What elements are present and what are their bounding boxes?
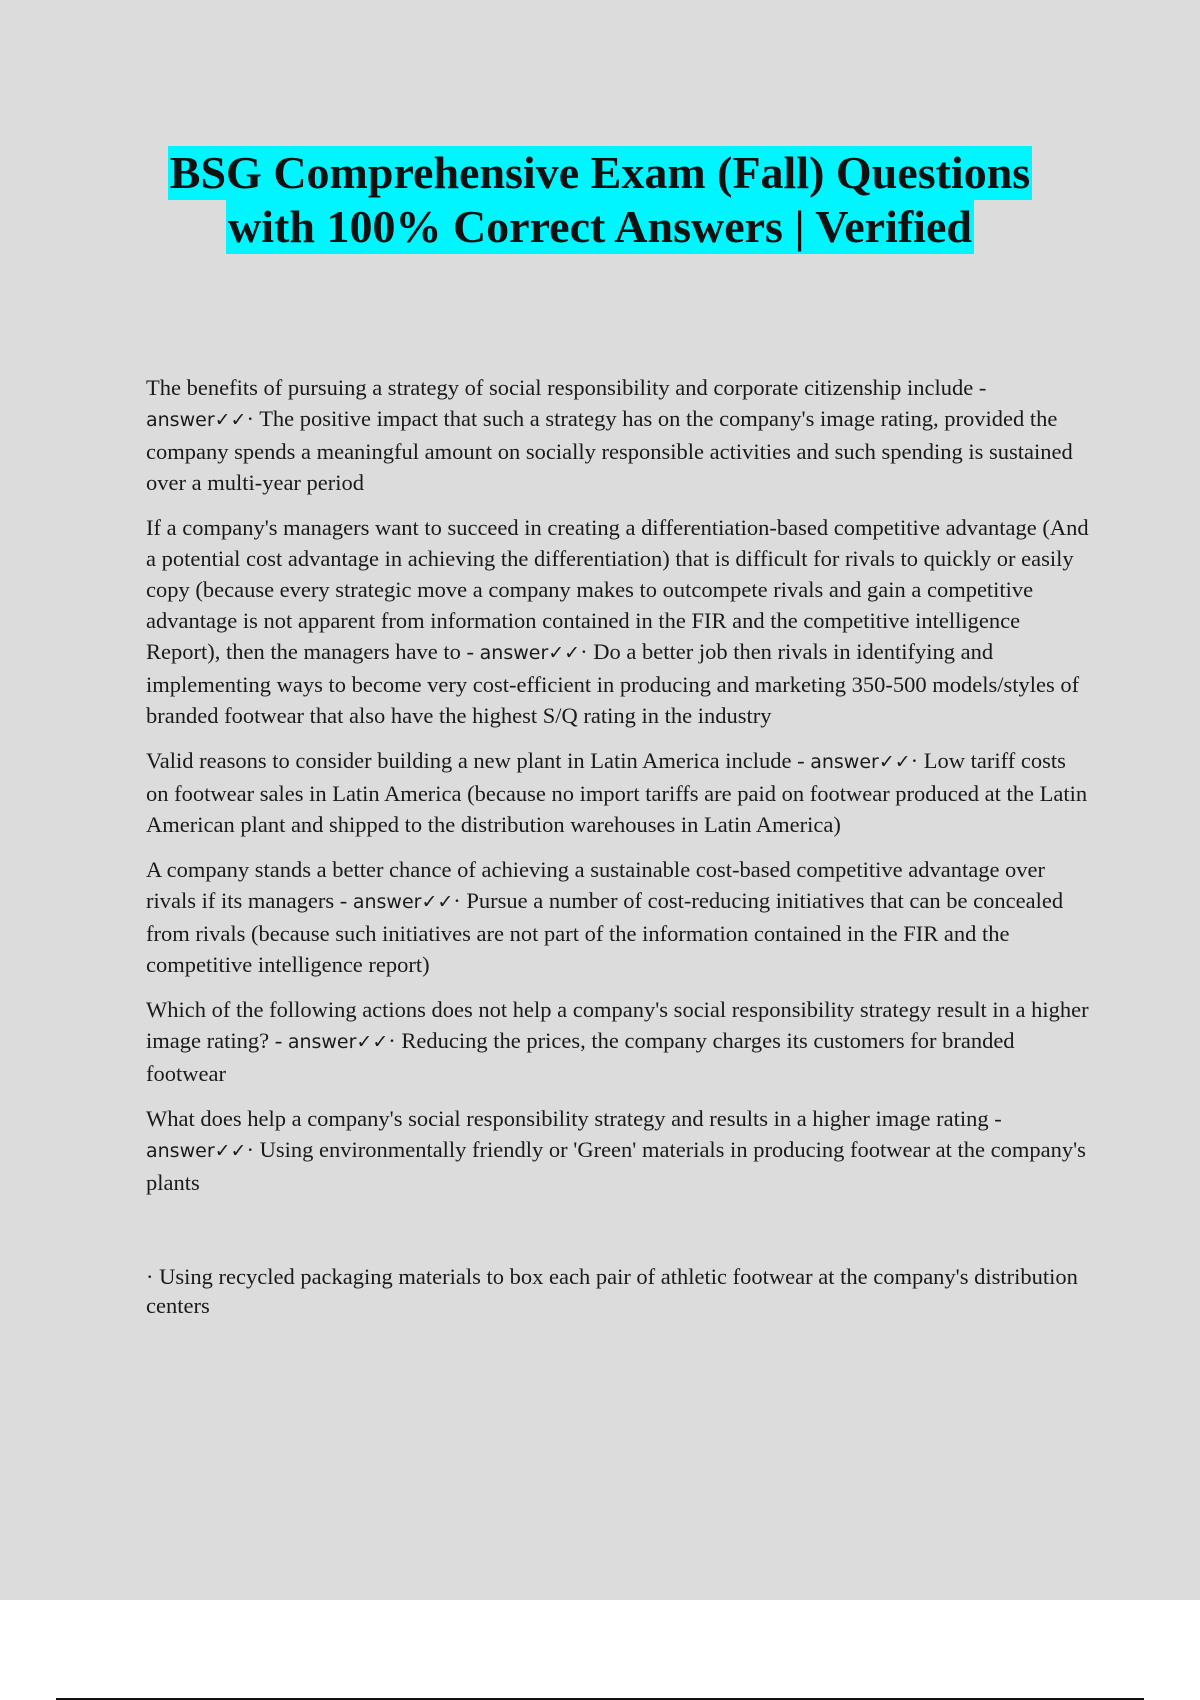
answer-text: Reducing the prices, the company charges its customers for branded footwear — [146, 1028, 1015, 1086]
qa-item: What does help a company's social responsibility strategy and results in a higher image rating - answer✓✓· Using environmentally friendly or 'Green' materials in producing footwear at the company's plants — [146, 1106, 1086, 1195]
answer-text: Low tariff costs on footwear sales in Latin America (because no import tariffs are paid on footwear produced at the Latin American plant and shipped to the distribution warehouses in Latin America) — [146, 748, 1088, 837]
answer-text: Pursue a number of cost-reducing initiatives that can be concealed from rivals (because such initiatives are not part of the information contained in the FIR and the competitive intelligence report) — [146, 888, 1064, 977]
question-text: Which of the following actions does not help a company's social responsibility strategy result in a higher image rating? - — [146, 997, 1089, 1053]
answer-marker: answer✓✓ — [479, 642, 581, 664]
qa-item: Valid reasons to consider building a new plant in Latin America include - answer✓✓· Low tariff costs on footwear sales in Latin America (because no import tariffs are paid on footwear produced at the Latin American plant and shipped to the distribution warehouses in Latin America) — [146, 748, 1088, 837]
bullet-item: · Using recycled packaging materials to box each pair of athletic footwear at the company's distribution centers — [146, 1264, 1078, 1318]
answer-marker: answer✓✓ — [352, 891, 454, 913]
question-text: If a company's managers want to succeed in creating a differentiation-based competitive advantage (And a potential cost advantage in achieving the differentiation) that is difficult for rivals to quickly or easily copy (because every strategic move a company makes to outcompete rivals and gain a competitive advantage is not apparent from information contained in the FIR and the competitive intelligence Report), then the managers have to - — [146, 515, 1089, 664]
document-title — [0, 146, 1200, 254]
question-text: What does help a company's social responsibility strategy and results in a higher image rating - — [146, 1106, 1002, 1131]
answer-marker: answer✓✓ — [810, 751, 911, 773]
qa-item: If a company's managers want to succeed in creating a differentiation-based competitive advantage (And a potential cost advantage in achieving the differentiation) that is difficult for rivals to quickly or easily copy (because every strategic move a company makes to outcompete rivals and gain a competitive advantage is not apparent from information contained in the FIR and the competitive intelligence Report), then the managers have to - answer✓✓· Do a better job then rivals in identifying and implementing ways to become very cost-efficient in producing and marketing 350-500 models/styles of branded footwear that also have the highest S/Q rating in the industry — [146, 515, 1089, 728]
question-text: Valid reasons to consider building a new plant in Latin America include - — [146, 748, 805, 773]
answer-text: Do a better job then rivals in identifying and implementing ways to become very cost-efficient in producing and marketing 350-500 models/styles of branded footwear that also have the highest S/Q rating in the industry — [146, 639, 1080, 728]
answer-text: The positive impact that such a strategy has on the company's image rating, provided the company spends a meaningful amount on socially responsible activities and such spending is sustained over a multi-year period — [146, 406, 1073, 495]
question-text: A company stands a better chance of achieving a sustainable cost-based competitive advantage over rivals if its managers - — [146, 857, 1046, 913]
title-line-2: with 100% Correct Answers | Verified — [228, 201, 972, 252]
answer-marker: answer✓✓ — [287, 1031, 389, 1053]
answer-text: Using environmentally friendly or 'Green' materials in producing footwear at the company's plants — [146, 1137, 1086, 1195]
question-text: The benefits of pursuing a strategy of social responsibility and corporate citizenship include - — [146, 375, 987, 400]
qa-content — [146, 372, 1090, 1343]
answer-marker: answer✓✓ — [146, 409, 247, 431]
bullet-text: Using recycled packaging materials to box each pair of athletic footwear at the company's distribution centers — [146, 1264, 1078, 1318]
answer-marker: answer✓✓ — [146, 1140, 247, 1162]
qa-item: Which of the following actions does not help a company's social responsibility strategy result in a higher image rating? - answer✓✓· Reducing the prices, the company charges its customers for branded footwear — [146, 997, 1089, 1086]
title-line-1: BSG Comprehensive Exam (Fall) Questions — [169, 147, 1031, 198]
qa-item: The benefits of pursuing a strategy of social responsibility and corporate citizenship include - answer✓✓· The positive impact that such a strategy has on the company's image rating, provided the company spends a meaningful amount on socially responsible activities and such spending is sustained over a multi-year period — [146, 375, 1073, 495]
qa-item: A company stands a better chance of achieving a sustainable cost-based competitive advantage over rivals if its managers - answer✓✓· Pursue a number of cost-reducing initiatives that can be concealed from rivals (because such initiatives are not part of the information contained in the FIR and the competitive intelligence report) — [146, 857, 1064, 977]
